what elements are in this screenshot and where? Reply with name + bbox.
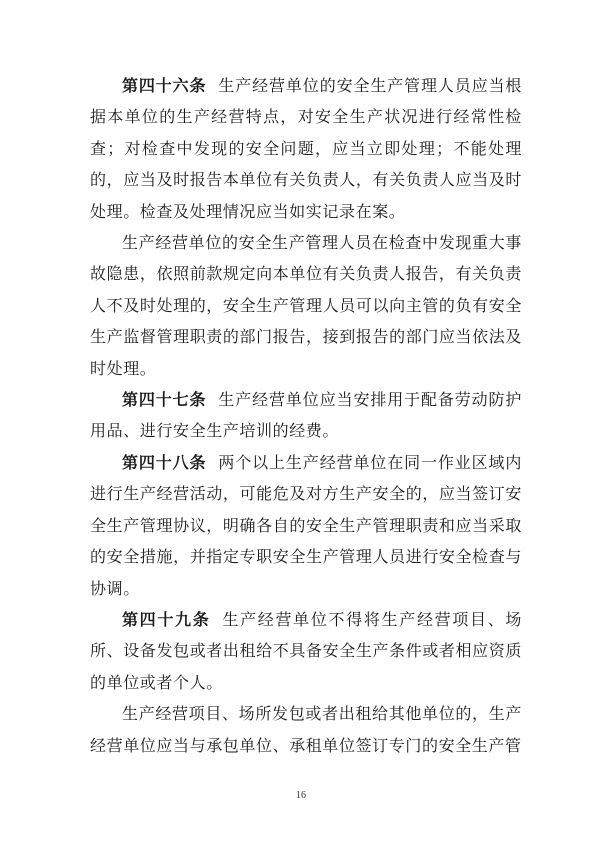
document-body <box>90 70 522 761</box>
article-number: 第四十七条 <box>122 390 207 410</box>
article-text: 两个以上生产经营单位在同一作业区域内进行生产经营活动，可能危及对方生产安全的，应当签订安全生产管理协议，明确各自的安全生产管理职责和应当采取的安全措施，并指定专职安全生产管理人员进行安全检查与协调。 <box>90 452 522 598</box>
article-number: 第四十八条 <box>122 452 207 472</box>
article-number: 第四十六条 <box>122 76 207 95</box>
paragraph-text: 生产经营项目、场所发包或者出租给其他单位的，生产经营单位应当与承包单位、承租单位签订专门的安全生产管 <box>90 704 522 755</box>
article-46-continuation-paragraph <box>90 227 522 384</box>
article-49-continuation-paragraph <box>90 698 522 761</box>
page-number: 16 <box>296 790 306 801</box>
article-47-paragraph <box>90 384 522 447</box>
article-text: 生产经营单位的安全生产管理人员应当根据本单位的生产经营特点，对安全生产状况进行经常性检查；对检查中发现的安全问题，应当立即处理；不能处理的，应当及时报告本单位有关负责人，有关负责人应当及时处理。检查及处理情况应当如实记录在案。 <box>90 76 522 221</box>
article-number: 第四十九条 <box>122 609 211 629</box>
article-text: 生产经营单位不得将生产经营项目、场所、设备发包或者出租给不具备安全生产条件或者相应资质的单位或者个人。 <box>90 609 522 692</box>
article-48-paragraph <box>90 447 522 604</box>
article-text: 生产经营单位应当安排用于配备劳动防护用品、进行安全生产培训的经费。 <box>90 390 522 441</box>
article-46-paragraph <box>90 70 522 227</box>
paragraph-text: 生产经营单位的安全生产管理人员在检查中发现重大事故隐患，依照前款规定向本单位有关负责人报告，有关负责人不及时处理的，安全生产管理人员可以向主管的负有安全生产监督管理职责的部门报告，接到报告的部门应当依法及时处理。 <box>90 233 522 378</box>
article-49-paragraph <box>90 604 522 698</box>
